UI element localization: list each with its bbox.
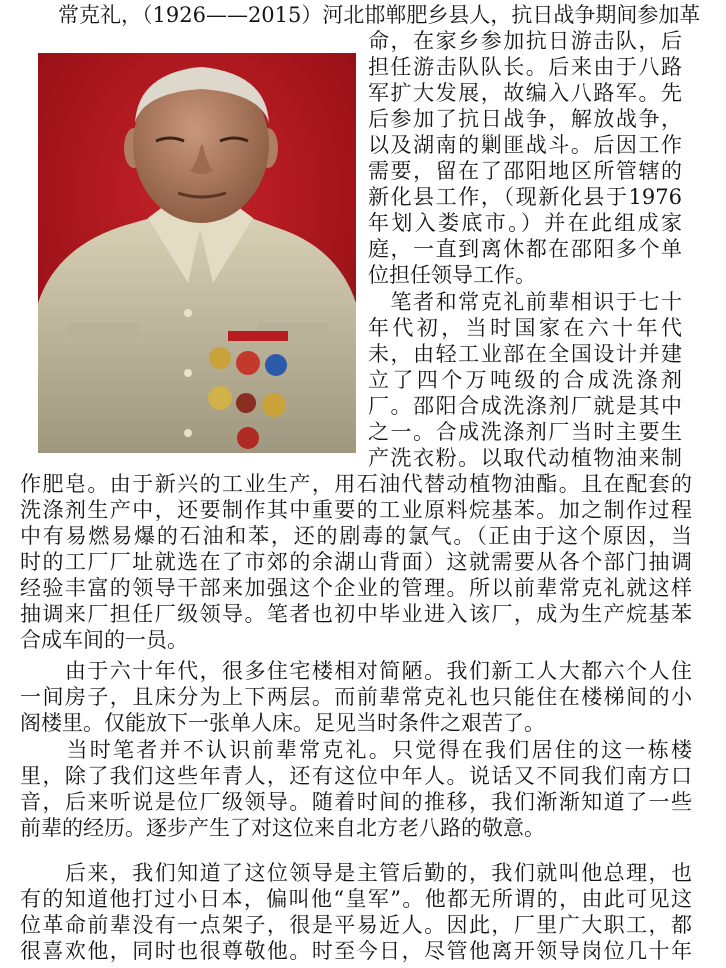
article-line-30: 里，除了我们这些年青人，还有这位中年人。说话又不同我们南方口 <box>20 764 692 788</box>
article-line-1: 常克礼，（1926——2015）河北邯郸肥乡县人，抗日战争期间参加革 <box>58 3 701 27</box>
article-line-10: 庭，一直到离休都在邵阳多个单 <box>368 237 682 261</box>
article-line-31: 音，后来听说是位厂级领导。随着时间的推移，我们渐渐知道了一些 <box>20 790 692 814</box>
article-line-32: 前辈的经历。逐步产生了对这位来自北方老八路的敬意。 <box>20 816 545 840</box>
portrait-photo <box>38 53 356 453</box>
article-line-24: 抽调来厂担任厂级领导。笔者也初中毕业进入该厂，成为生产烷基苯 <box>20 602 692 626</box>
article-line-11: 位担任领导工作。 <box>368 263 536 287</box>
article-line-17: 之一。合成洗涤剂厂当时主要生 <box>368 420 682 444</box>
article-line-13: 年代初，当时国家在六十年代 <box>368 316 682 340</box>
article-line-29: 当时笔者并不认识前辈常克礼。只觉得在我们居住的这一栋楼 <box>20 738 692 762</box>
article-line-28: 阁楼里。仅能放下一张单人床。足见当时条件之艰苦了。 <box>20 711 545 735</box>
article-line-35: 位革命前辈没有一点架子，很是平易近人。因此，厂里广大职工，都 <box>20 913 692 937</box>
article-line-23: 经验丰富的领导干部来加强这个企业的管理。所以前辈常克礼就这样 <box>20 576 692 600</box>
article-line-20: 洗涤剂生产中，还要制作其中重要的工业原料烷基苯。加之制作过程 <box>20 498 692 522</box>
article-line-6: 以及湖南的剿匪战斗。后因工作 <box>368 133 682 157</box>
article-line-22: 时的工厂厂址就选在了市郊的余湖山背面）这就需要从各个部门抽调 <box>20 550 692 574</box>
article-line-2: 命，在家乡参加抗日游击队，后 <box>368 29 682 53</box>
article-line-9: 年划入娄底市。）并在此组成家 <box>368 211 682 235</box>
article-line-18: 产洗衣粉。以取代动植物油来制 <box>368 446 682 470</box>
article-line-16: 厂。邵阳合成洗涤剂厂就是其中 <box>368 394 682 418</box>
article-line-36: 很喜欢他，同时也很尊敬他。时至今日，尽管他离开领导岗位几十年 <box>20 939 692 963</box>
article-line-21: 中有易燃易爆的石油和苯，还的剧毒的氯气。（正由于这个原因，当 <box>20 524 692 548</box>
article-line-19: 作肥皂。由于新兴的工业生产，用石油代替动植物油酯。且在配套的 <box>20 472 692 496</box>
article-line-25: 合成车间的一员。 <box>20 628 188 652</box>
article-line-5: 后参加了抗日战争，解放战争， <box>368 107 682 131</box>
article-line-15: 立了四个万吨级的合成洗涤剂 <box>368 368 682 392</box>
article-line-12: 笔者和常克礼前辈相识于七十 <box>368 290 682 314</box>
article-line-14: 未，由轻工业部在全国设计并建 <box>368 342 682 366</box>
article-line-34: 有的知道他打过小日本，偏叫他“皇军”。他都无所谓的，由此可见这 <box>20 887 692 911</box>
article-line-27: 一间房子，且床分为上下两层。而前辈常克礼也只能住在楼梯间的小 <box>20 685 692 709</box>
article-line-33: 后来，我们知道了这位领导是主管后勤的，我们就叫他总理，也 <box>20 861 692 885</box>
article-line-26: 由于六十年代，很多住宅楼相对简陋。我们新工人大都六个人住 <box>20 659 692 683</box>
article-line-8: 新化县工作，（现新化县于1976 <box>368 185 682 209</box>
article-line-7: 需要，留在了邵阳地区所管辖的 <box>368 159 682 183</box>
article-line-4: 军扩大发展，故编入八路军。先 <box>368 81 682 105</box>
article-line-3: 担任游击队队长。后来由于八路 <box>368 55 682 79</box>
